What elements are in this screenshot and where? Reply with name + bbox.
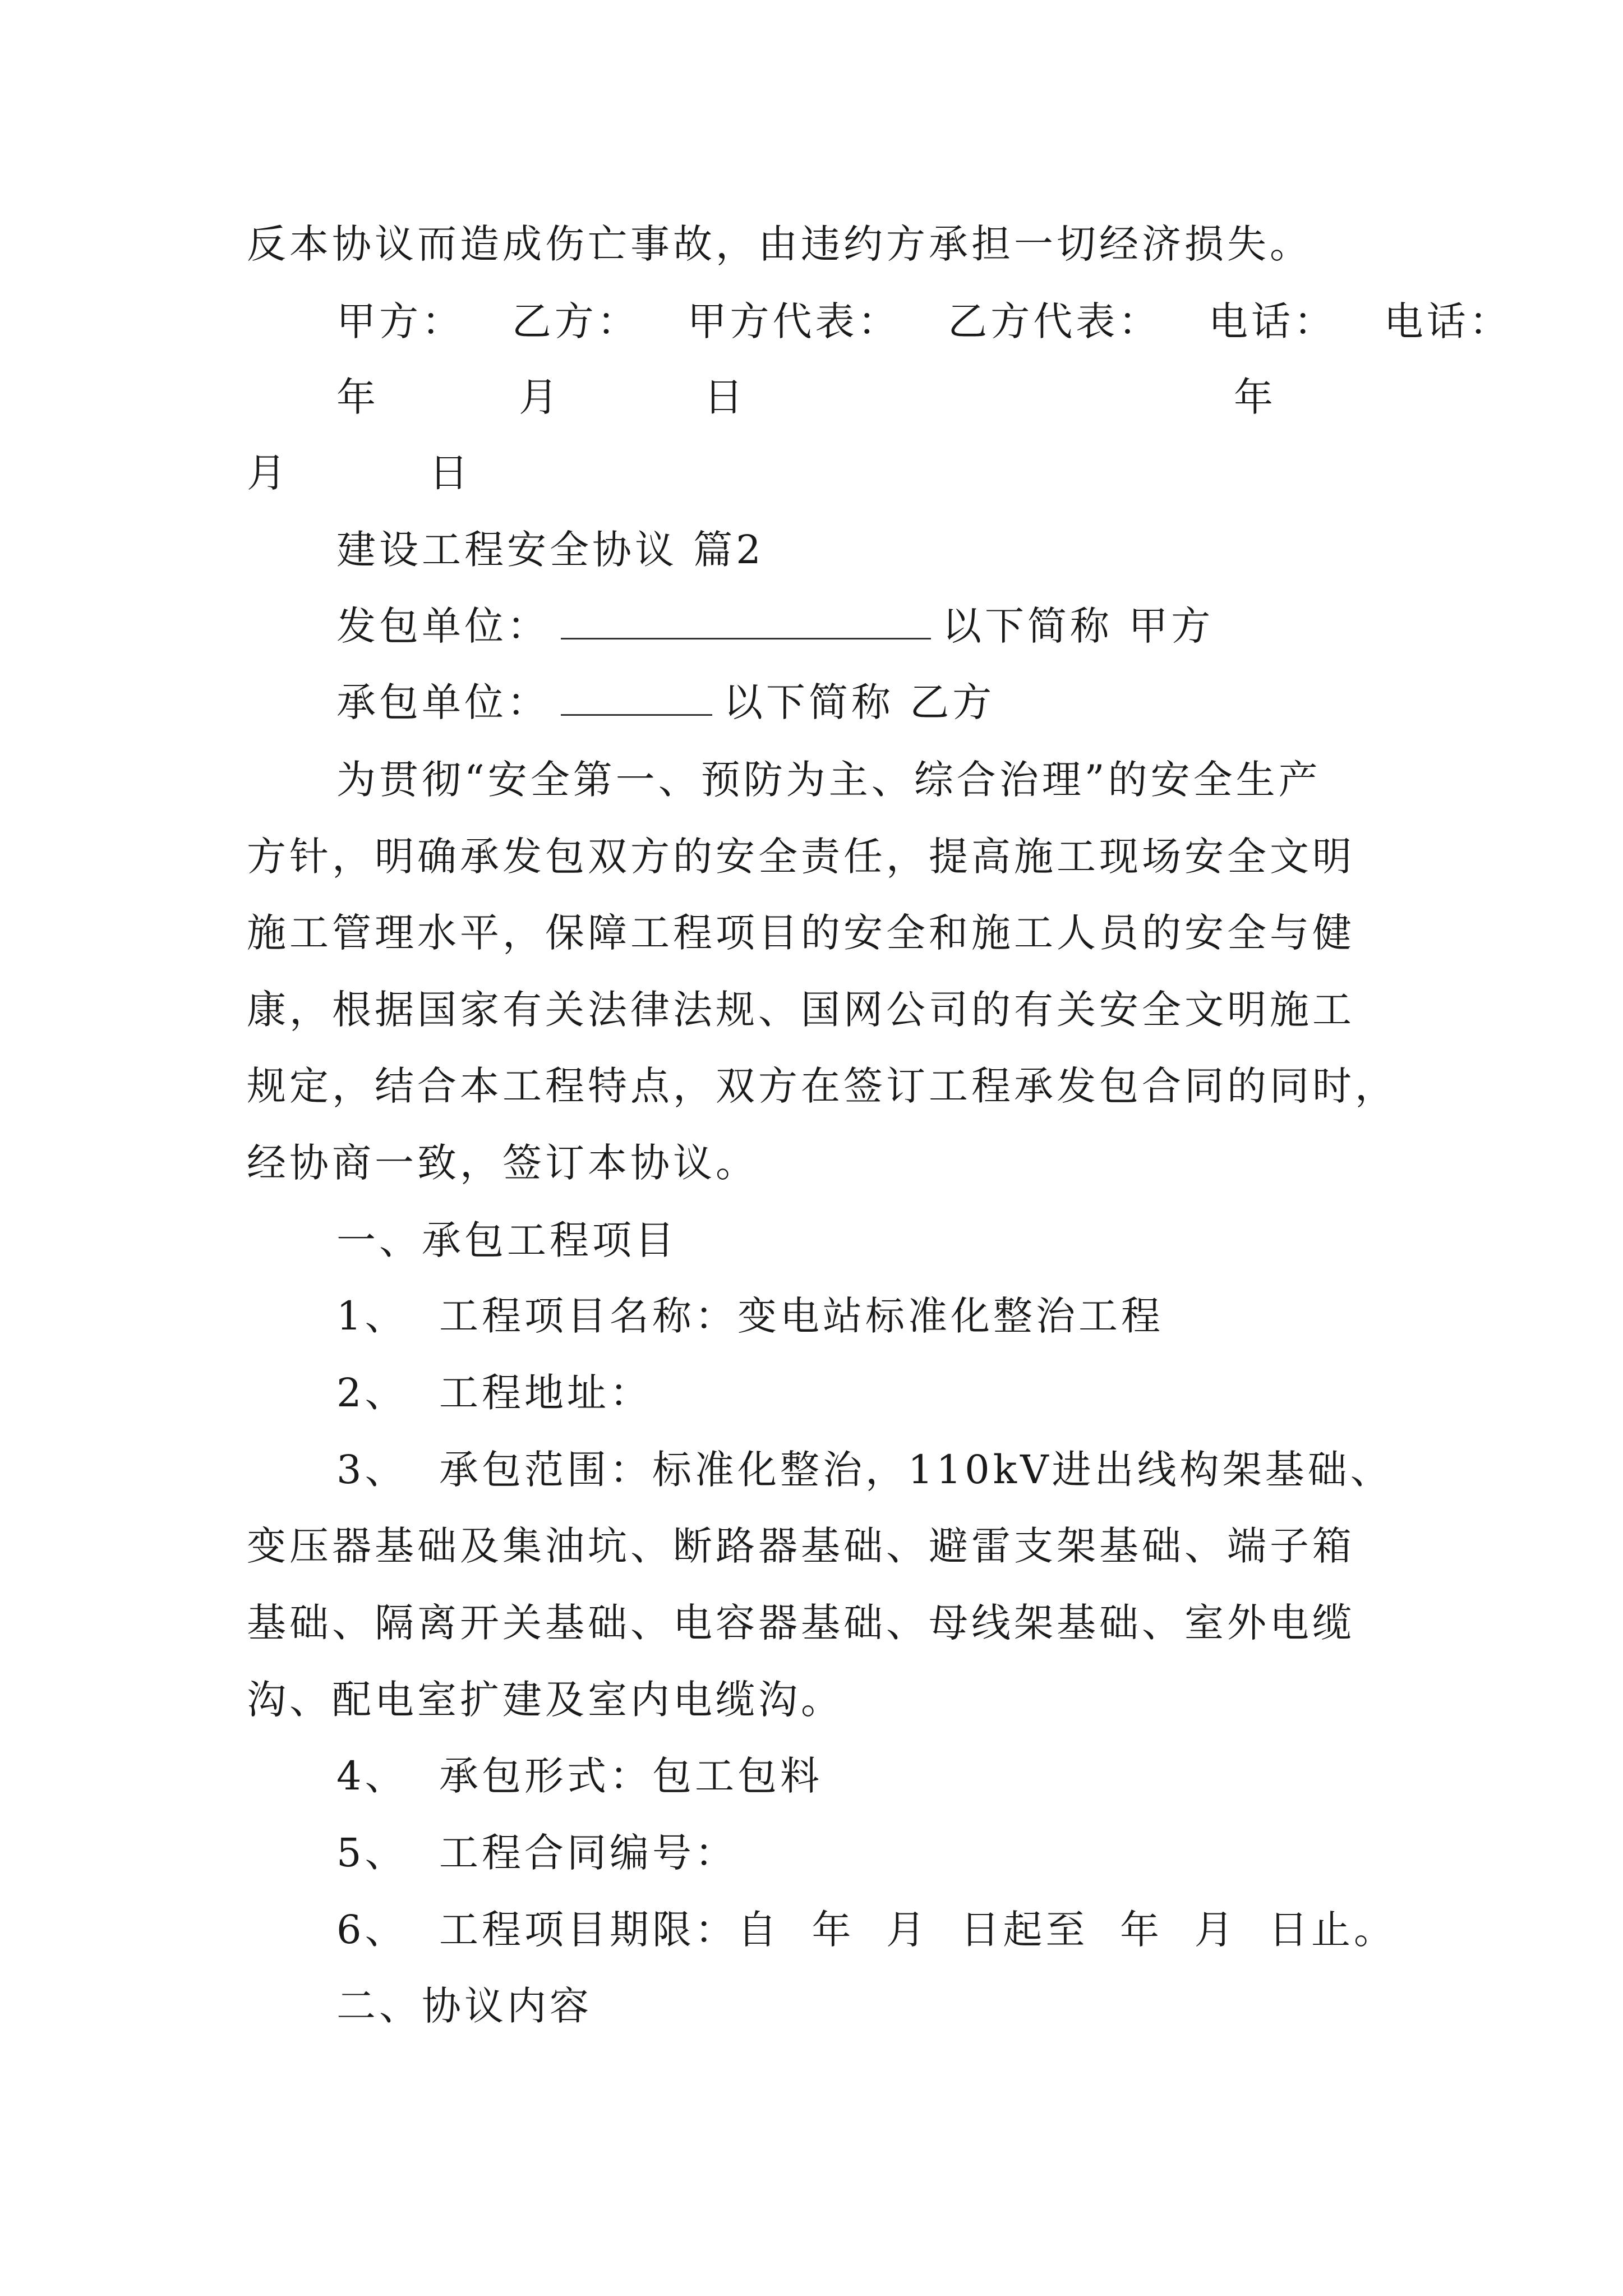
- list-item-continuation: 变压器基础及集油坑、断路器基础、避雷支架基础、端子箱: [247, 1523, 1355, 1569]
- list-item-continuation: 沟、配电室扩建及室内电缆沟。: [247, 1677, 843, 1723]
- paragraph-line: 为贯彻“安全第一、预防为主、综合治理”的安全生产: [336, 757, 1321, 803]
- contractor-line: [336, 680, 995, 725]
- employer-line: [336, 604, 1214, 648]
- list-item: 4、 承包形式：包工包料: [336, 1753, 823, 1799]
- section-heading: 二、协议内容: [336, 1983, 592, 2029]
- paragraph-line: 方针，明确承发包双方的安全责任，提高施工现场安全文明: [247, 834, 1355, 880]
- list-item: 5、 工程合同编号：: [336, 1830, 738, 1876]
- employer-abbrev: 以下简称 甲方: [942, 603, 1214, 649]
- text-line: 反本协议而造成伤亡事故，由违约方承担一切经济损失。: [247, 221, 1312, 267]
- paragraph-line: 康，根据国家有关法律法规、国网公司的有关安全文明施工: [247, 987, 1355, 1033]
- date-line-1: [336, 374, 1276, 420]
- signature-fields-line: 甲方： 乙方： 甲方代表： 乙方代表： 电话： 电话：: [336, 298, 1512, 344]
- employer-blank: [561, 604, 931, 639]
- list-item: 3、 承包范围：标准化整治，110kV进出线构架基础、: [336, 1447, 1393, 1493]
- contractor-blank: [561, 680, 712, 716]
- list-item-continuation: 基础、隔离开关基础、电容器基础、母线架基础、室外电缆: [247, 1600, 1355, 1646]
- day-label-2: 日: [429, 450, 472, 496]
- list-item: 2、 工程地址：: [336, 1370, 653, 1416]
- contractor-label: 承包单位：: [336, 679, 550, 725]
- month-label-2: 月: [247, 450, 289, 496]
- month-label: 月: [519, 374, 561, 420]
- section-heading: 一、承包工程项目: [336, 1217, 677, 1263]
- paragraph-line: 经协商一致，签订本协议。: [247, 1140, 758, 1186]
- year-label-2: 年: [1234, 374, 1276, 420]
- paragraph-line: 规定，结合本工程特点，双方在签订工程承发包合同的同时，: [247, 1063, 1398, 1109]
- section-title: 建设工程安全协议 篇2: [336, 527, 764, 573]
- contractor-abbrev: 以下简称 乙方: [723, 679, 995, 725]
- paragraph-line: 施工管理水平，保障工程项目的安全和施工人员的安全与健: [247, 910, 1355, 956]
- list-item: 6、 工程项目期限：自 年 月 日起至 年 月 日止。: [336, 1907, 1397, 1953]
- year-label: 年: [336, 374, 379, 420]
- day-label: 日: [704, 374, 746, 420]
- employer-label: 发包单位：: [336, 603, 550, 649]
- list-item: 1、 工程项目名称：变电站标准化整治工程: [336, 1293, 1164, 1339]
- date-line-2: [247, 450, 472, 496]
